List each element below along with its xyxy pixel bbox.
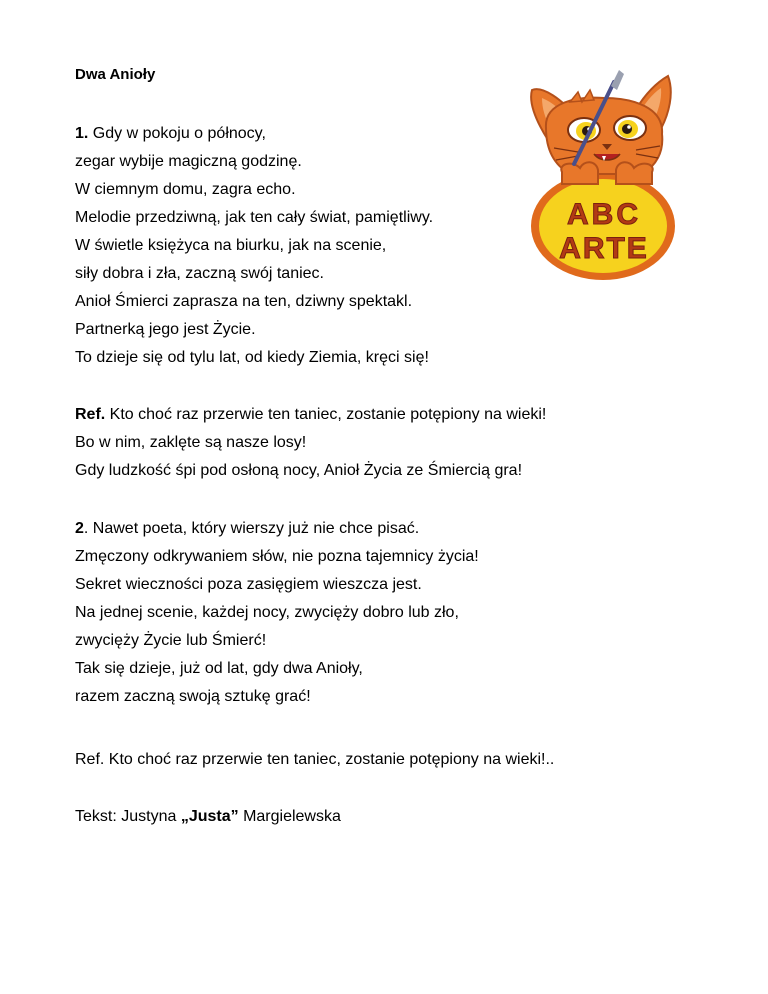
verse-2-line: Zmęczony odkrywaniem słów, nie pozna tajemnicy życia! [75, 548, 479, 565]
verse-1-line: Anioł Śmierci zaprasza na ten, dziwny spektakl. [75, 293, 413, 310]
verse-2-line: Sekret wieczności poza zasięgiem wieszcza jest. [75, 576, 422, 593]
verse-1-line: Melodie przedziwną, jak ten cały świat, pamiętliwy. [75, 209, 434, 226]
logo-text-abc: ABC [567, 198, 641, 231]
verse-2-line: Na jednej scenie, każdej nocy, zwycięży dobro lub zło, [75, 604, 459, 621]
verse-2-line: zwycięży Życie lub Śmierć! [75, 632, 267, 649]
refrain-first-text: Kto choć raz przerwie ten taniec, zostanie potępiony na wieki! [105, 406, 547, 423]
refrain-repeat-line: Ref. Kto choć raz przerwie ten taniec, zostanie potępiony na wieki!.. [75, 751, 555, 768]
refrain-label: Ref. [75, 406, 106, 423]
verse-1-line: To dzieje się od tylu lat, od kiedy Ziemia, kręci się! [75, 349, 429, 366]
verse-1-line: Partnerką jego jest Życie. [75, 321, 256, 338]
refrain-line [75, 406, 546, 424]
refrain-line: Bo w nim, zaklęte są nasze losy! [75, 434, 307, 451]
song-title: Dwa Anioły [75, 66, 156, 83]
verse-2-line: Tak się dzieje, już od lat, gdy dwa Anioły, [75, 660, 363, 677]
abc-arte-logo [518, 68, 698, 283]
credit-surname: Margielewska [238, 808, 341, 825]
verse-1-line: W ciemnym domu, zagra echo. [75, 181, 296, 198]
verse-1-line [75, 125, 266, 143]
refrain-line: Gdy ludzkość śpi pod osłoną nocy, Anioł Życia ze Śmiercią gra! [75, 462, 523, 479]
logo-text-arte: ARTE [559, 232, 649, 265]
verse-2-line [75, 520, 419, 538]
verse-1-line: W świetle księżyca na biurku, jak na scenie, [75, 237, 387, 254]
verse-2-first-text: . Nawet poeta, który wierszy już nie chce pisać. [83, 520, 420, 537]
verse-2-number: 2 [75, 520, 84, 537]
credit-prefix: Tekst: Justyna [75, 808, 181, 825]
verse-1-first-text: Gdy w pokoju o północy, [88, 125, 266, 142]
verse-1-number: 1. [75, 125, 89, 142]
verse-1-line: zegar wybije magiczną godzinę. [75, 153, 302, 170]
verse-2-line: razem zaczną swoją sztukę grać! [75, 688, 311, 705]
verse-1-line: siły dobra i zła, zaczną swój taniec. [75, 265, 324, 282]
author-credit [75, 808, 341, 826]
credit-nickname: „Justa” [180, 808, 239, 825]
